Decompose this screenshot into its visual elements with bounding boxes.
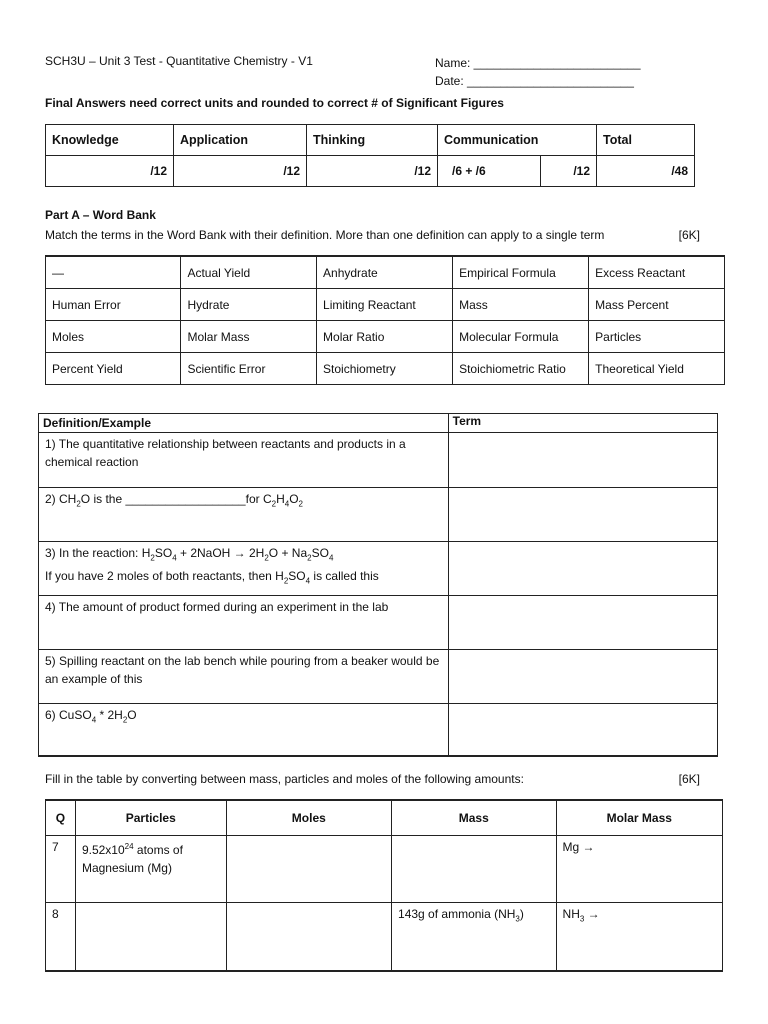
marks-header-total: Total — [597, 125, 695, 156]
definition-2: 2) $CH_2O$ is the __________________for $C_2H_4O_2$ — [39, 488, 449, 542]
marks-knowledge-value[interactable]: /12 — [46, 156, 174, 187]
date-line[interactable]: Date: _________________________ — [435, 74, 634, 88]
conversion-instruction-text: Fill in the table by converting between mass, particles and moles of the following amounts: — [45, 772, 524, 786]
part-a-instruction — [45, 228, 700, 242]
term-answer-5[interactable] — [448, 650, 717, 704]
final-answers-instruction: Final Answers need correct units and rounded to correct # of Significant Figures — [45, 96, 504, 110]
word-bank-term: Scientific Error — [181, 353, 317, 385]
name-line[interactable]: Name: _________________________ — [435, 56, 641, 70]
word-bank-term: Molar Ratio — [317, 321, 453, 353]
conv-8-molar-mass-part: → — [584, 907, 600, 921]
definition-4: 4) The amount of product formed during an experiment in the lab — [39, 596, 449, 650]
conversion-points: [6K] — [678, 772, 700, 786]
word-bank-term: Hydrate — [181, 289, 317, 321]
word-bank-term: Stoichiometry — [317, 353, 453, 385]
word-bank-term: Stoichiometric Ratio — [453, 353, 589, 385]
marks-application-value[interactable]: /12 — [174, 156, 307, 187]
word-bank-term: Limiting Reactant — [317, 289, 453, 321]
conv-7-particles-part: atoms of Magnesium (Mg) — [81, 843, 183, 875]
word-bank-term: Excess Reactant — [589, 256, 725, 289]
word-bank-term: Molecular Formula — [453, 321, 589, 353]
conv-8-moles-answer[interactable] — [226, 903, 391, 972]
conv-7-mass-answer[interactable] — [392, 836, 557, 903]
conv-q-7: 7 — [46, 836, 76, 903]
marks-thinking-value[interactable]: /12 — [307, 156, 438, 187]
term-answer-1[interactable] — [448, 433, 717, 488]
word-bank-term: Mass Percent — [589, 289, 725, 321]
word-bank-table — [45, 255, 725, 385]
term-answer-2[interactable] — [448, 488, 717, 542]
conv-8-particles-answer[interactable] — [75, 903, 226, 972]
definitions-table — [38, 413, 718, 757]
word-bank-term: Particles — [589, 321, 725, 353]
conv-header-mass: Mass — [392, 800, 557, 836]
word-bank-term: Anhydrate — [317, 256, 453, 289]
definition-6: 6) CuSO$_4$ * $2H_2O$ — [39, 704, 449, 757]
word-bank-term: Mass — [453, 289, 589, 321]
definition-2-part: O is the __________________for C — [80, 492, 272, 506]
conv-8-mass-part: ) — [519, 907, 524, 921]
conv-7-moles-answer[interactable] — [226, 836, 391, 903]
conv-8-mass: 143g of ammonia $(NH_3)$ — [392, 903, 557, 972]
test-title: SCH3U – Unit 3 Test - Quantitative Chemistry - V1 — [45, 54, 313, 68]
conv-8-mass-part: 143g of ammonia (NH — [398, 907, 516, 921]
marks-header-application: Application — [174, 125, 307, 156]
definition-6-part: 6) CuSO — [45, 708, 92, 722]
definition-3-part: If you have 2 moles of both reactants, then H — [45, 569, 284, 584]
conversion-instruction — [45, 772, 700, 786]
term-answer-6[interactable] — [448, 704, 717, 757]
term-answer-3[interactable] — [448, 542, 717, 596]
student-info — [435, 54, 641, 90]
marks-header-communication: Communication — [438, 125, 597, 156]
part-a-instruction-text: Match the terms in the Word Bank with their definition. More than one definition can apply to a single term — [45, 228, 605, 242]
word-bank-term: Empirical Formula — [453, 256, 589, 289]
definition-3-part: 3) In the reaction: H — [45, 546, 151, 560]
marks-communication-parts[interactable]: /6 + /6 — [438, 156, 541, 187]
conv-7-particles-exponent: 24 — [124, 842, 134, 851]
conv-q-8: 8 — [46, 903, 76, 972]
definitions-header: Definition/Example — [39, 414, 449, 433]
term-answer-4[interactable] — [448, 596, 717, 650]
word-bank-term: Percent Yield — [46, 353, 181, 385]
conv-7-particles-part: 9.52x10 — [81, 843, 125, 857]
word-bank-term: Molar Mass — [181, 321, 317, 353]
conv-header-q: Q — [46, 800, 76, 836]
marks-communication-value[interactable]: /12 — [541, 156, 597, 187]
term-header: Term — [448, 414, 717, 433]
conv-7-particles — [75, 836, 226, 903]
conv-header-molar-mass: Molar Mass — [556, 800, 722, 836]
marks-total-value[interactable]: /48 — [597, 156, 695, 187]
marks-table — [45, 124, 695, 187]
word-bank-term: — — [46, 256, 181, 289]
conv-7-molar-mass[interactable]: Mg → — [556, 836, 722, 903]
definition-6-part: * 2H — [96, 708, 123, 722]
conversion-table — [45, 799, 723, 972]
definition-3: 3) In the reaction: $H_2SO_4$ + 2NaOH → $2H_2O + Na_2SO_4$ If you have 2 moles of both reactants, then $H_2SO_4$ is called this — [39, 542, 449, 596]
marks-header-thinking: Thinking — [307, 125, 438, 156]
word-bank-term: Moles — [46, 321, 181, 353]
part-a-points: [6K] — [678, 228, 700, 242]
definition-1: 1) The quantitative relationship between reactants and products in a chemical reaction — [39, 433, 449, 488]
marks-header-knowledge: Knowledge — [46, 125, 174, 156]
conv-header-particles: Particles — [75, 800, 226, 836]
conv-8-molar-mass[interactable]: $NH_3$ → — [556, 903, 722, 972]
word-bank-term: Actual Yield — [181, 256, 317, 289]
part-a-title: Part A – Word Bank — [45, 208, 156, 222]
definition-5: 5) Spilling reactant on the lab bench while pouring from a beaker would be an example of this — [39, 650, 449, 704]
conv-8-molar-mass-part: NH — [562, 907, 580, 921]
definition-3-part: is called this — [310, 569, 379, 584]
conv-header-moles: Moles — [226, 800, 391, 836]
definition-2-part: 2) CH — [45, 492, 77, 506]
word-bank-term: Human Error — [46, 289, 181, 321]
word-bank-term: Theoretical Yield — [589, 353, 725, 385]
